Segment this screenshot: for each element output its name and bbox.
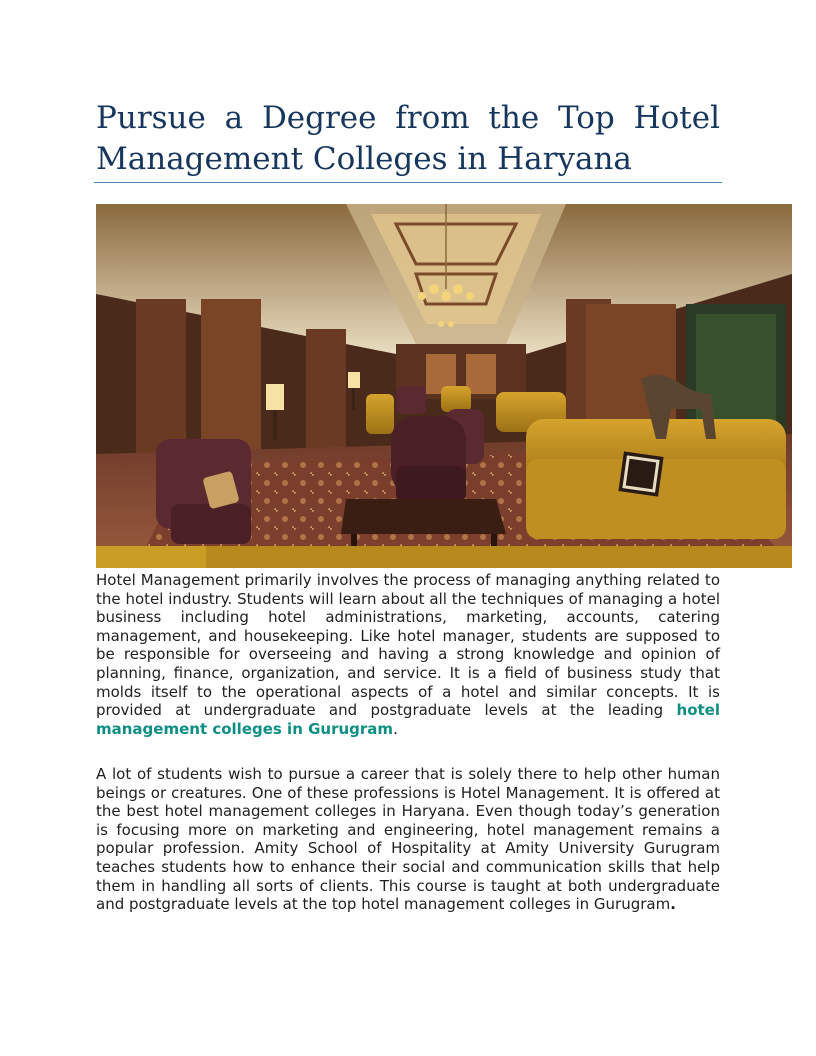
hotel-lobby-illustration bbox=[96, 204, 792, 568]
paragraph-intro-text: Hotel Management primarily involves the process of managing anything related to the hotel industry. Students will learn about all the techniques of managing a hotel business including hotel administrations, marketing, accounts, catering management, and housekeeping. Like hotel manager, students are supposed to be responsible for overseeing and having a strong knowledge and opinion of planning, finance, organization, and service. It is a field of business study that molds itself to the operational aspects of a hotel and similar concepts. It is provided at undergraduate and postgraduate levels at the leading bbox=[96, 571, 720, 720]
hero-image bbox=[96, 204, 792, 568]
paragraph-career bbox=[96, 765, 720, 914]
paragraph-intro bbox=[96, 571, 720, 738]
hotel-colleges-gurugram-link[interactable]: hotel management colleges in Gurugram bbox=[96, 701, 720, 738]
paragraph-career-end: . bbox=[670, 895, 676, 914]
paragraph-career-text: A lot of students wish to pursue a career that is solely there to help other human beings or creatures. One of these professions is Hotel Management. It is offered at the best hotel management colleges in Haryana. Even though today’s generation is focusing more on marketing and engineering, hotel management remains a popular profession. Amity School of Hospitality at Amity University Gurugram teaches students how to enhance their social and communication skills that help them in handling all sorts of clients. This course is taught at both undergraduate and postgraduate levels at the top hotel management colleges in Gurugram bbox=[96, 765, 720, 914]
page-title: Pursue a Degree from the Top Hotel Management Colleges in Haryana bbox=[96, 100, 720, 177]
title-divider bbox=[94, 182, 722, 183]
paragraph-intro-end: . bbox=[393, 719, 398, 738]
